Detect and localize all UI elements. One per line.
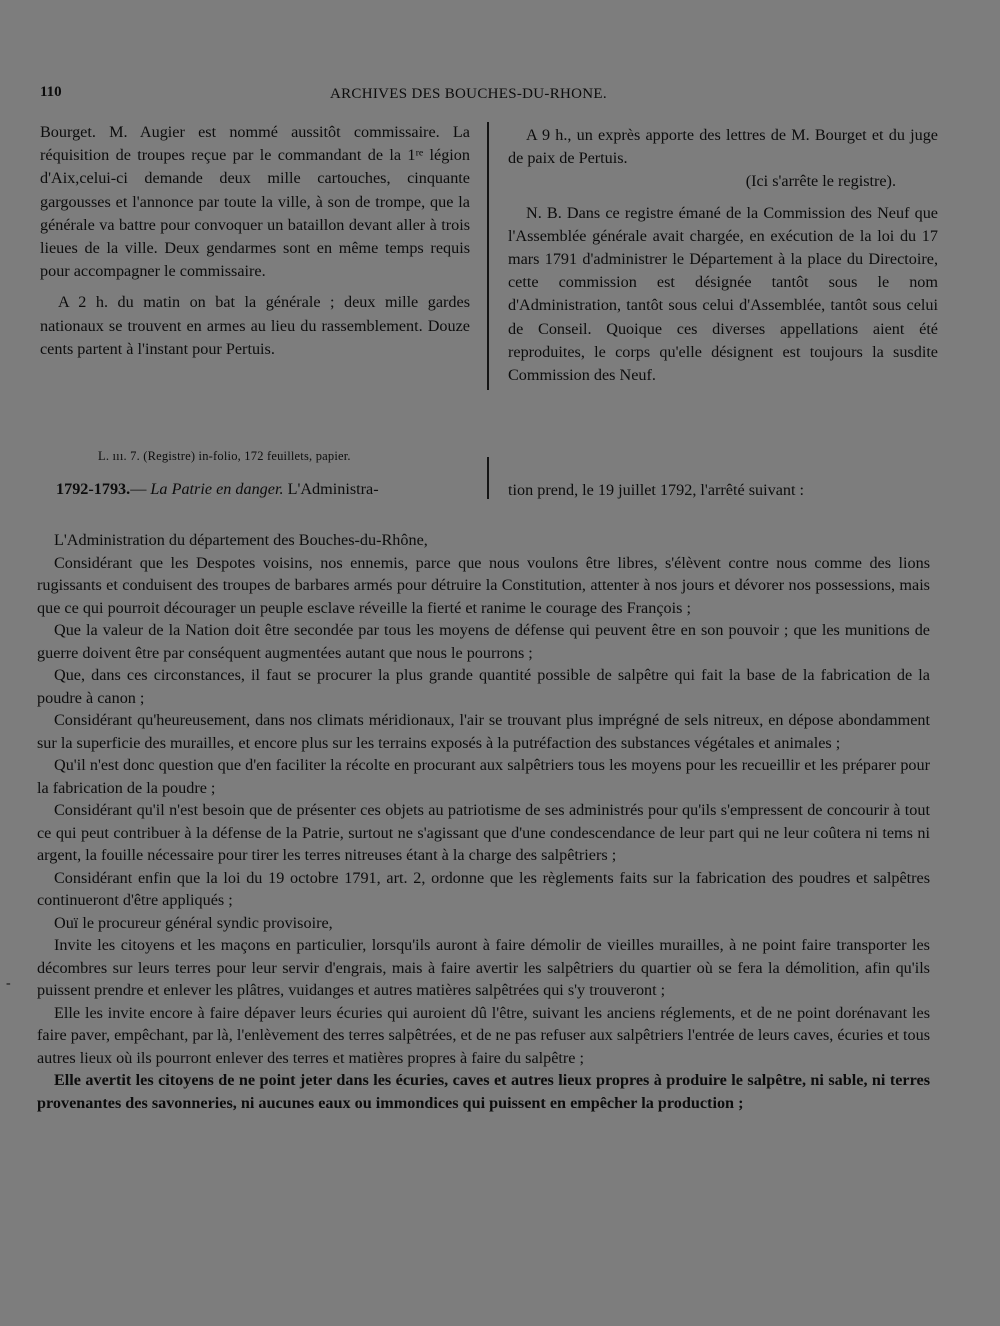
right-column	[508, 124, 938, 387]
decree-paragraph-5: Considérant qu'heureusement, dans nos climats méridionaux, l'air se trouvant plus imprégné de sels nitreux, en dépose abondamment sur la superficie des murailles, et encore plus sur les terrains exposés à la putréfaction des substances végétales et animales ;	[37, 711, 930, 752]
column-divider-bottom	[487, 457, 489, 499]
entry-lead-right: tion prend, le 19 juillet 1792, l'arrêté suivant :	[508, 481, 805, 499]
decree-text	[37, 529, 930, 1114]
entry-date: 1792-1793.	[56, 480, 131, 498]
right-paragraph-1: A 9 h., un exprès apporte des lettres de M. Bourget et du juge de paix de Pertuis.	[508, 126, 938, 168]
left-paragraph-1: Bourget. M. Augier est nommé aussitôt commissaire. La réquisition de troupes reçue par le commandant de la 1ʳᵉ légion d'Aix,celui-ci demande deux mille cartouches, cinquante gargousses et l'annonce par toute la ville, à son de trompe, que la générale va battre pour convoquer un bataillon devant aller à trois lieues de la ville. Deux gendarmes sont en même temps requis pour accompagner le commissaire.	[40, 123, 470, 281]
left-column	[40, 121, 470, 361]
decree-paragraph-12: Elle avertit les citoyens de ne point jeter dans les écuries, caves et autres lieux propres à produire le salpêtre, ni sable, ni terres provenantes des savonneries, ni aucunes eaux ou immondices qui puissent en empêcher la production ;	[37, 1071, 930, 1112]
decree-paragraph-2: Considérant que les Despotes voisins, nos ennemis, parce que nous voulons être libres, s'élèvent contre nous comme des lions rugissants et conduisent des troupes de barbares armés pour détruire la Constitution, attenter à nos jours et dévorer nos possessions, mais que ce qui pourroit décourager un peuple esclave réveille la fierté et ranime le courage des François ;	[37, 553, 930, 617]
decree-paragraph-1: L'Administration du département des Bouches-du-Rhône,	[54, 531, 428, 549]
column-divider-top	[487, 122, 489, 390]
decree-paragraph-8: Considérant enfin que la loi du 19 octobre 1791, art. 2, ordonne que les règlements faits sur la fabrication des poudres et salpêtres continueront d'être appliqués ;	[37, 868, 930, 909]
decree-paragraph-10: Invite les citoyens et les maçons en particulier, lorsqu'ils auront à faire démolir de vieilles murailles, à ne point faire transporter les décombres sur leurs terres pour leur servir d'engrais, mais à faire avertir les salpêtriers du quartier où se fera la démolition, afin qu'ils puissent prendre et enlever les plâtres, vuidanges et autres matières salpêtrées qui s'y trouveront ;	[37, 936, 930, 999]
decree-paragraph-7: Considérant qu'il n'est besoin que de présenter ces objets au patriotisme de ses administrés pour qu'ils s'empressent de concourir à tout ce qui peut contribuer à la défense de la Patrie, surtout ne s'agissant que d'une condescendance de leur part qui ne leur coûtera ni tems ni argent, la fouille nécessaire pour tirer les terres nitreuses étant à la charge des salpêtriers ;	[37, 801, 930, 864]
register-end-note: (Ici s'arrête le registre).	[745, 172, 896, 191]
entry-lead-left: L'Administra-	[283, 480, 379, 498]
entry-title: La Patrie en danger.	[150, 480, 284, 498]
entry-dash: —	[130, 480, 147, 498]
entry-heading	[56, 480, 379, 499]
source-note: L. ııı. 7. (Registre) in-folio, 172 feuillets, papier.	[98, 449, 351, 463]
running-head: ARCHIVES DES BOUCHES-DU-RHONE.	[330, 86, 607, 102]
decree-paragraph-3: Que la valeur de la Nation doit être secondée par tous les moyens de défense qui peuvent être en son pouvoir ; que les munitions de guerre doivent être par conséquent augmentées autant que nous le pourrons ;	[37, 621, 930, 662]
decree-paragraph-6: Qu'il n'est donc question que d'en faciliter la récolte en procurant aux salpêtriers tous les moyens pour les recueillir et les préparer pour la fabrication de la poudre ;	[37, 756, 930, 797]
decree-paragraph-9: Ouï le procureur général syndic provisoire,	[54, 913, 333, 932]
left-paragraph-2: A 2 h. du matin on bat la générale ; deux mille gardes nationaux se trouvent en armes au lieu du rassemblement. Douze cents partent à l'instant pour Pertuis.	[40, 293, 470, 358]
decree-paragraph-4: Que, dans ces circonstances, il faut se procurer la plus grande quantité possible de salpêtre qui fait la base de la fabrication de la poudre à canon ;	[37, 666, 930, 707]
page-number: 110	[40, 84, 62, 100]
decree-paragraph-11: Elle les invite encore à faire dépaver leurs écuries qui auroient dû l'être, suivant les anciens réglements, et de ne point dorénavant les faire paver, empêchant, par là, l'enlèvement des terres salpêtrées, et de ne pas refuser aux salpêtriers l'entrée de leurs caves, écuries et tous autres lieux où ils pourront enlever des terres et matières propres à faire du salpêtre ;	[37, 1003, 930, 1067]
right-paragraph-nb: N. B. Dans ce registre émané de la Commission des Neuf que l'Assemblée générale avait chargée, en exécution de la loi du 17 mars 1791 d'administrer le Département à la place du Directoire, cette commission est désignée tantôt sous le nom d'Administration, tantôt sous celui d'Assemblée, tantôt sous celui de Conseil. Quoique ces diverses appellations aient été reproduites, le corps qu'elle désignent est toujours la susdite Commission des Neuf.	[508, 203, 938, 385]
margin-mark: -	[6, 976, 11, 991]
